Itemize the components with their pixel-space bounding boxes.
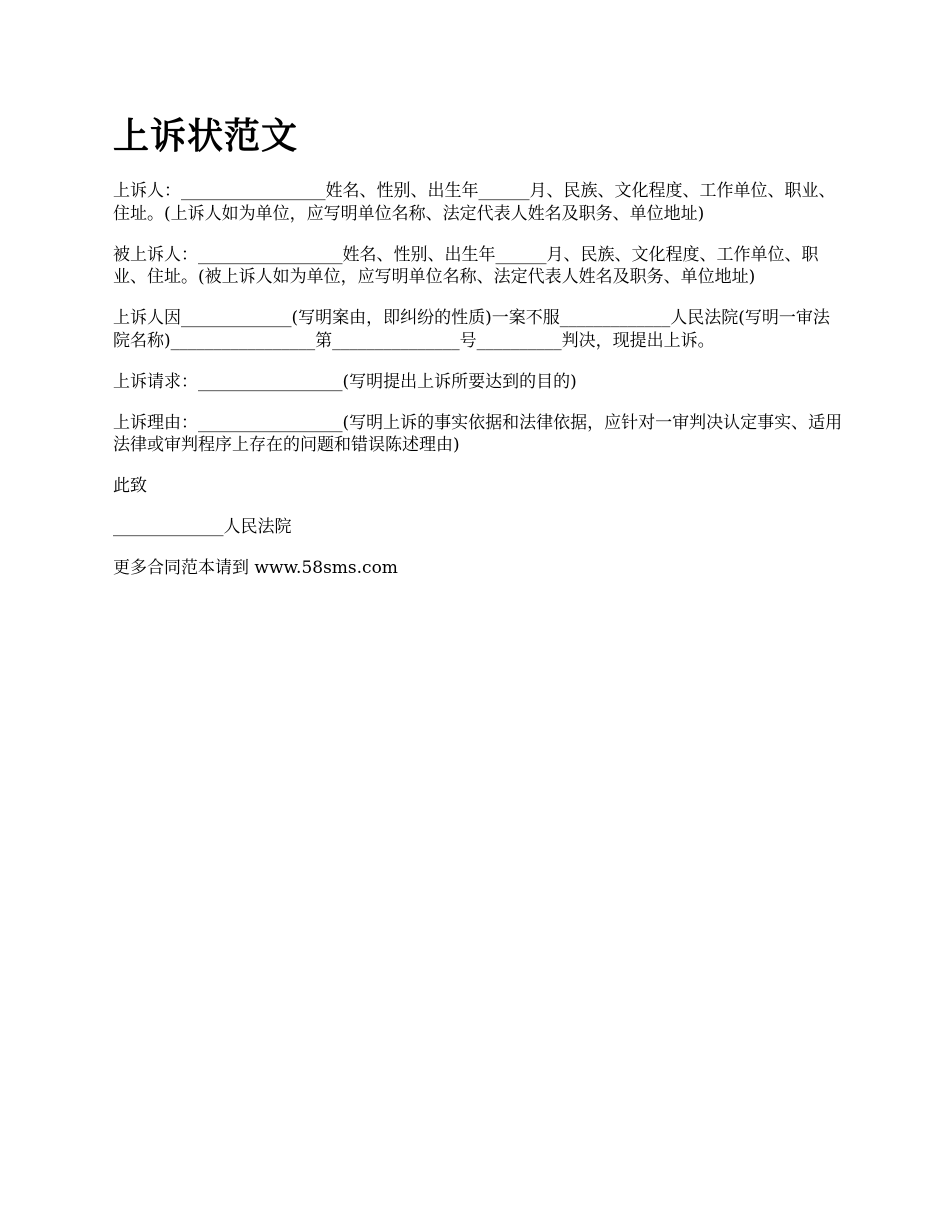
footer-note: 更多合同范本请到 www.58sms.com <box>113 558 398 578</box>
salutation-paragraph: 此致 <box>113 476 147 496</box>
case-reason-paragraph: 上诉人因_____________(写明案由，即纠纷的性质)一案不服_____________人民法院(写明一审法院名称)_________________第_______________号__________判决，现提出上诉。 <box>113 308 830 351</box>
court-address-paragraph: _____________人民法院 <box>113 517 292 537</box>
appellant-paragraph: 上诉人：_________________姓名、性别、出生年______月、民族、文化程度、工作单位、职业、住址。(上诉人如为单位，应写明单位名称、法定代表人姓名及职务、单位地址) <box>113 181 836 224</box>
appeal-grounds-paragraph: 上诉理由：_________________(写明上诉的事实依据和法律依据，应针对一审判决认定事实、适用法律或审判程序上存在的问题和错误陈述理由) <box>113 412 843 455</box>
appeal-request-paragraph: 上诉请求：_________________(写明提出上诉所要达到的目的) <box>113 371 577 392</box>
document-title: 上诉状范文 <box>113 115 299 157</box>
document-page <box>113 112 843 598</box>
appellee-paragraph: 被上诉人：_________________姓名、性别、出生年______月、民族、文化程度、工作单位、职业、住址。(被上诉人如为单位，应写明单位名称、法定代表人姓名及职务、单位地址) <box>113 244 819 287</box>
